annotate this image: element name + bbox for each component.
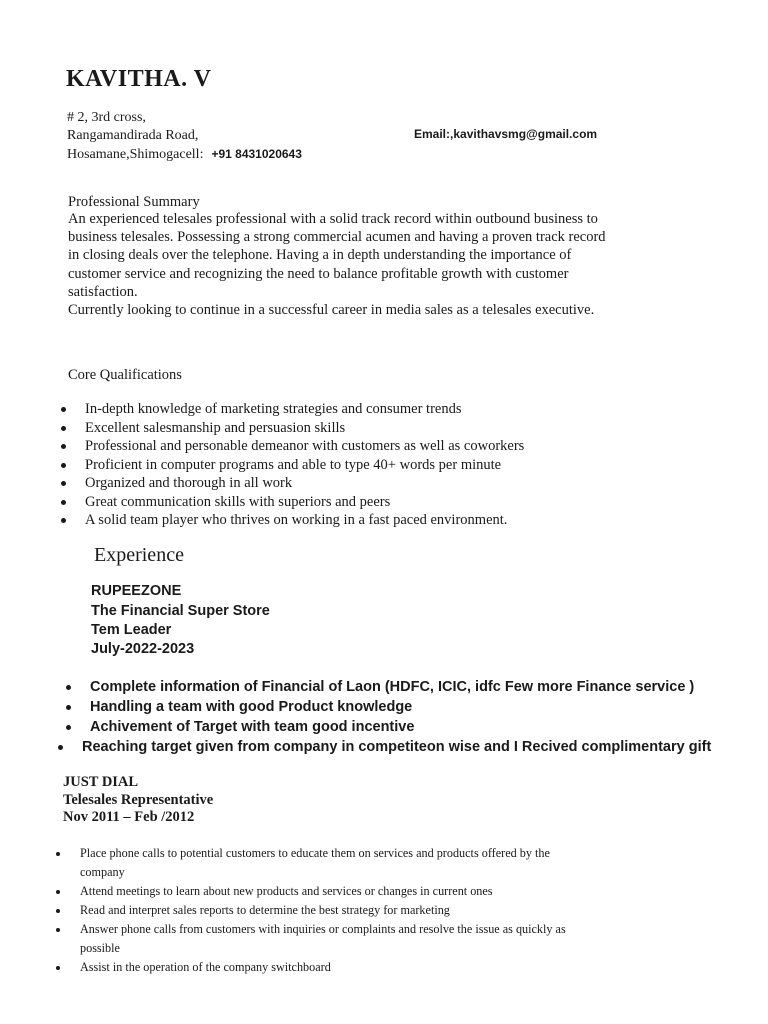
summary-paragraph [68,210,708,301]
company-subtitle: The Financial Super Store [91,603,270,619]
core-qualifications-list [85,400,524,530]
candidate-name: KAVITHA. V [66,66,212,92]
job-period: July-2022-2023 [91,641,195,657]
company-name: RUPEEZONE [91,583,182,599]
list-item: Excellent salesmanship and persuasion skills [85,419,524,438]
list-item: Handling a team with good Product knowledge [90,697,711,717]
address-line-3 [67,145,302,164]
core-qualifications-heading: Core Qualifications [68,367,182,383]
list-item-text: Assist in the operation of the company switchboard [80,960,331,974]
summary-line: An experienced telesales professional with a solid track record within outbound business to [68,211,598,227]
list-item [80,920,566,958]
summary-line: satisfaction. [68,283,138,300]
list-item: Proficient in computer programs and able to type 40+ words per minute [85,456,524,475]
summary-line: in closing deals over the telephone. Having a in depth understanding the importance of [68,247,572,264]
list-item [80,958,566,977]
email-address: Email:,kavithavsmg@gmail.com [414,127,598,141]
list-item [80,901,566,920]
list-item: In-depth knowledge of marketing strategies and consumer trends [85,400,524,419]
list-item-text: Attend meetings to learn about new products and services or changes in current ones [80,884,493,898]
summary-heading: Professional Summary [68,194,200,210]
experience-heading: Experience [94,544,184,566]
list-item: Organized and thorough in all work [85,474,524,493]
list-item-text: Place phone calls to potential customers to educate them on services and products offered by the [80,846,550,860]
rupeezone-duties-list [82,677,712,757]
summary-goal: Currently looking to continue in a successful career in media sales as a telesales executive. [68,302,595,319]
summary-text [68,210,708,319]
phone-number: +91 8431020643 [211,147,302,161]
list-item-continuation: possible [80,941,120,955]
list-item: Professional and personable demeanor with customers as well as coworkers [85,438,525,454]
job-role: Telesales Representative [63,792,214,808]
address-line-1: # 2, 3rd cross, [67,110,146,125]
address-line-2: Rangamandirada Road, [67,128,199,143]
company-name: JUST DIAL [63,774,139,790]
list-item-text: Read and interpret sales reports to determine the best strategy for marketing [80,903,450,917]
list-item: Achivement of Target with team good incentive [90,717,711,737]
address-line-3-text: Hosamane,Shimogacell: [67,147,204,162]
list-item [80,882,566,901]
list-item: Reaching target given from company in competiteon wise and I Recived complimentary gift [82,739,712,755]
job-role: Tem Leader [91,622,172,638]
list-item: Complete information of Financial of Laon (HDFC, ICIC, idfc Few more Finance service ) [90,677,711,697]
list-item-text: Answer phone calls from customers with inquiries or complaints and resolve the issue as quickly as [80,922,566,936]
list-item: Great communication skills with superiors and peers [85,493,524,512]
justdial-duties-list [80,844,566,977]
summary-line: customer service and recognizing the need to balance profitable growth with customer [68,265,569,282]
list-item-continuation: company [80,865,125,879]
list-item [80,844,566,882]
list-item: A solid team player who thrives on working in a fast paced environment. [85,511,524,530]
summary-line: business telesales. Possessing a strong commercial acumen and having a proven track record [68,229,606,246]
job-period: Nov 2011 – Feb /2012 [63,809,195,825]
